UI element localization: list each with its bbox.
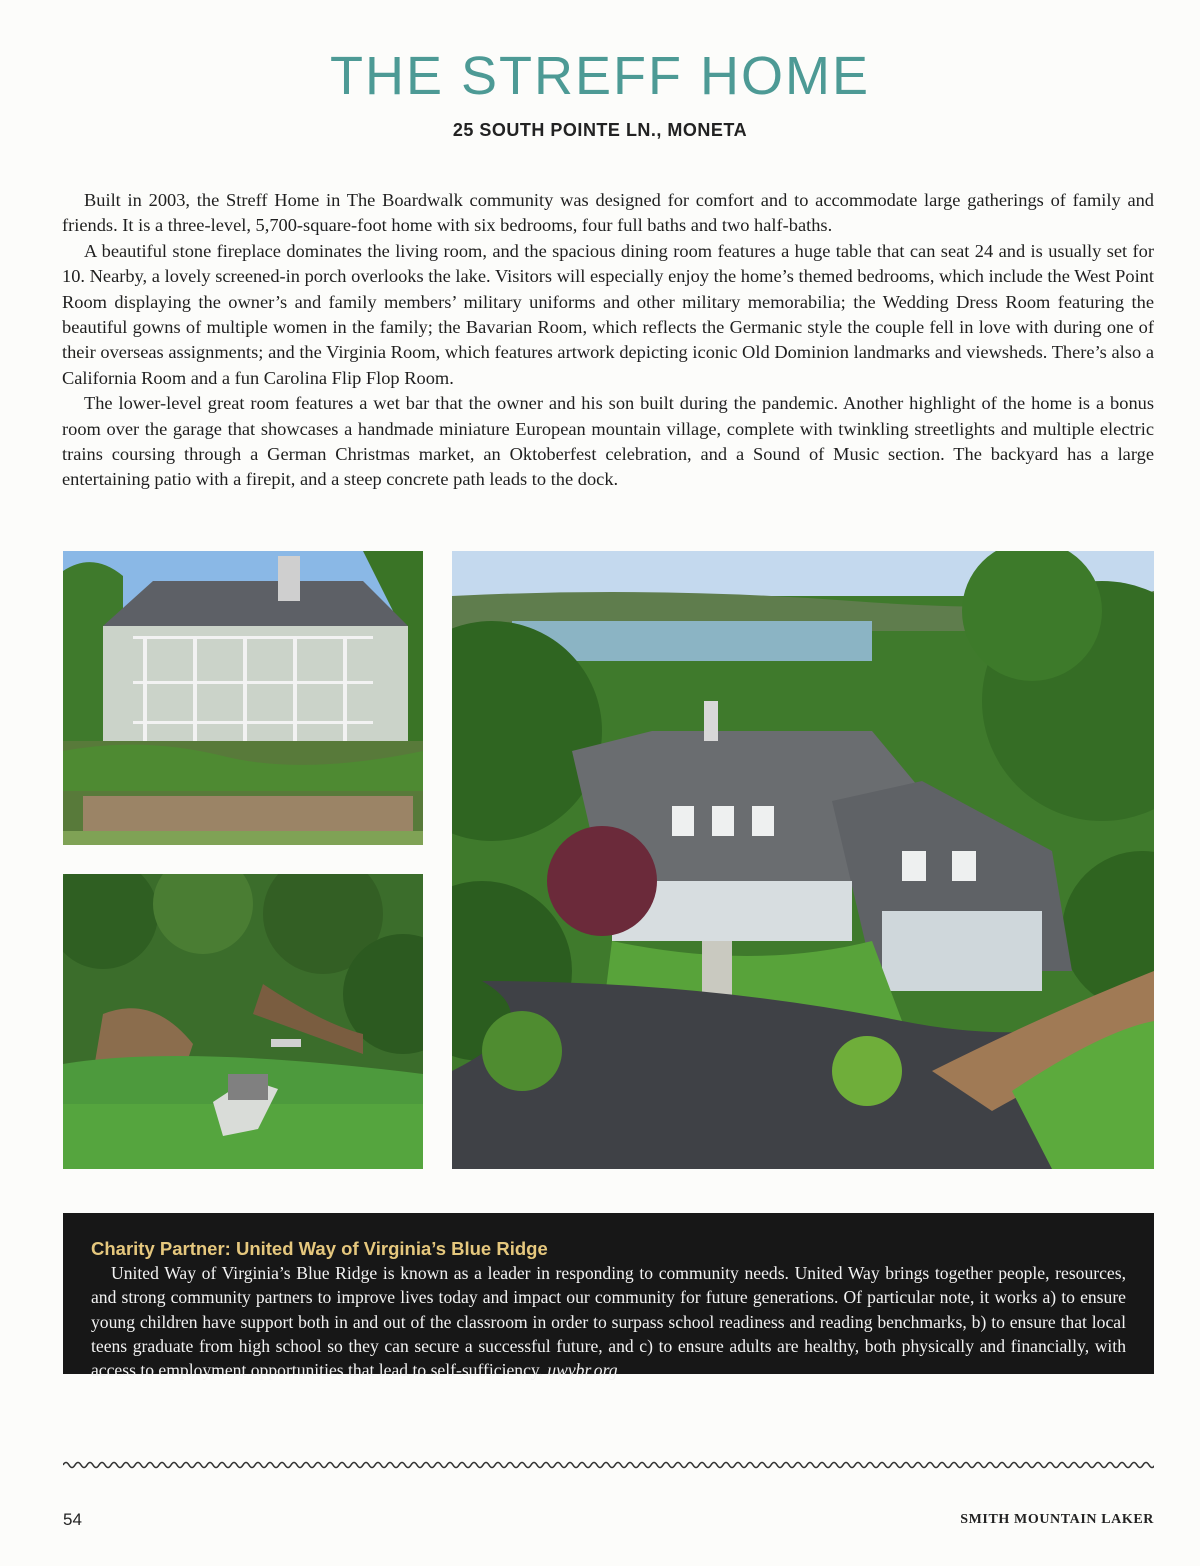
charity-title: Charity Partner: United Way of Virginia’s Blue Ridge	[91, 1238, 548, 1259]
wave-divider	[63, 1458, 1154, 1472]
article-paragraph: The lower-level great room features a wet bar that the owner and his son built during the pandemic. Another highlight of the home is a bonus room over the garage that showcases a handmade miniature European mountain village, complete with twinkling streetlights and multiple electric trains coursing through a German Christmas market, an Oktoberfest celebration, and a Sound of Music section. The backyard has a large entertaining patio with a firepit, and a steep concrete path leads to the dock.	[62, 393, 1154, 490]
charity-body-text: United Way of Virginia’s Blue Ridge is known as a leader in responding to community needs. United Way brings together people, resources, and strong community partners to improve lives today and impact our community for future generations. Of particular note, it works a) to ensure young children have support both in and out of the classroom in order to surpass school readiness and reading benchmarks, b) to ensure that local teens graduate from high school so they can secure a successful future, and c) to ensure adults are healthy, both physically and financially, with access to employment opportunities that lead to self-sufficiency.	[91, 1263, 1126, 1381]
page-title: THE STREFF HOME	[330, 46, 870, 106]
charity-partner-box	[63, 1213, 1154, 1381]
photo-house-rear	[63, 551, 423, 845]
publication-name: SMITH MOUNTAIN LAKER	[960, 1512, 1154, 1527]
photo-boat-dock	[63, 874, 423, 1169]
charity-url-link[interactable]: uwvbr.org	[547, 1360, 618, 1381]
article-body	[62, 188, 1154, 493]
charity-description	[91, 1261, 1126, 1382]
page-number: 54	[63, 1510, 82, 1529]
photo-aerial-front	[452, 551, 1154, 1169]
article-paragraph: A beautiful stone fireplace dominates the living room, and the spacious dining room features a huge table that can seat 24 and is usually set for 10. Nearby, a lovely screened-in porch overlooks the lake. Visitors will especially enjoy the home’s themed bedrooms, which include the West Point Room displaying the owner’s and family members’ military uniforms and other military memorabilia; the Wedding Dress Room featuring the beautiful gowns of multiple women in the family; the Bavarian Room, which reflects the Germanic style the couple fell in love with during one of their overseas assignments; and the Virginia Room, which features artwork depicting iconic Old Dominion landmarks and viewsheds. There’s also a California Room and a fun Carolina Flip Flop Room.	[62, 240, 1154, 388]
article-paragraph: Built in 2003, the Streff Home in The Boardwalk community was designed for comfort and to accommodate large gatherings of family and friends. It is a three-level, 5,700-square-foot home with six bedrooms, four full baths and two half-baths.	[62, 190, 1154, 236]
address-subtitle: 25 SOUTH POINTE LN., MONETA	[452, 120, 748, 140]
